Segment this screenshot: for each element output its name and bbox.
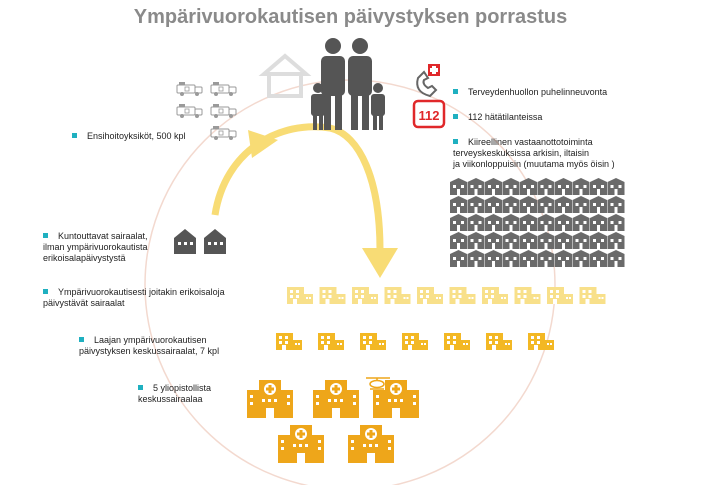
ambulance-icon xyxy=(177,82,236,140)
flow-arrow xyxy=(215,127,380,250)
label-university-hospitals: 5 yliopistollista keskussairaalaa xyxy=(138,383,212,404)
family-icon xyxy=(311,38,385,130)
clinic-icon xyxy=(538,178,555,195)
clinic-icon xyxy=(538,214,555,231)
bullet-icon xyxy=(138,385,143,390)
clinic-icon xyxy=(503,250,520,267)
bullet-icon xyxy=(43,233,48,238)
flow-arrowhead-down xyxy=(362,248,398,278)
clinic-icon xyxy=(468,214,485,231)
hospital-icon xyxy=(486,333,512,350)
clinic-icon xyxy=(608,214,625,231)
label-phone-service: Terveydenhuollon puhelinneuvonta xyxy=(453,87,607,98)
clinic-icon xyxy=(590,196,607,213)
hospital-icon xyxy=(287,287,313,304)
hospital-icon xyxy=(320,287,346,304)
clinic-icon xyxy=(590,232,607,249)
clinic-icon xyxy=(468,232,485,249)
bullet-icon xyxy=(79,337,84,342)
clinic-icon xyxy=(538,232,555,249)
bullet-icon xyxy=(453,89,458,94)
phone-icon xyxy=(417,64,440,96)
clinic-icon xyxy=(485,178,502,195)
clinic-icon xyxy=(468,196,485,213)
clinic-grid xyxy=(450,178,625,267)
label-rehab: Kuntouttavat sairaalat, ilman ympärivuorokautista erikoisalapäivystystä xyxy=(43,231,148,263)
clinic-icon xyxy=(555,250,572,267)
label-some-specialties: Ympärivuorokautisesti joitakin erikoisaloja päivystävät sairaalat xyxy=(43,287,225,308)
hospital-icon xyxy=(580,287,606,304)
bullet-icon xyxy=(72,133,77,138)
clinic-icon xyxy=(485,232,502,249)
clinic-icon xyxy=(573,178,590,195)
label-clinic: Kiireellinen vastaanottotoiminta terveyskeskuksissa arkisin, iltaisin ja viikonloppuisin (muutama myös öisin ) xyxy=(453,137,615,169)
clinic-icon xyxy=(538,196,555,213)
hospital-icon xyxy=(547,287,573,304)
clinic-icon xyxy=(555,196,572,213)
clinic-icon xyxy=(590,178,607,195)
clinic-icon xyxy=(608,232,625,249)
label-ambulance: Ensihoitoyksiköt, 500 kpl xyxy=(72,131,186,142)
label-central-hospitals: Laajan ympärivuorokautisen päivystyksen keskussairaalat, 7 kpl xyxy=(79,335,220,356)
hospital-icon xyxy=(444,333,470,350)
clinic-icon xyxy=(608,178,625,195)
page-title: Ympärivuorokautisen päivystyksen porrastus xyxy=(133,6,568,28)
clinic-icon xyxy=(450,214,467,231)
bullet-icon xyxy=(453,114,458,119)
clinic-icon xyxy=(590,214,607,231)
clinic-icon xyxy=(573,214,590,231)
hospital-icon xyxy=(385,287,411,304)
hospital-icon xyxy=(276,333,302,350)
clinic-icon xyxy=(573,232,590,249)
clinic-icon xyxy=(608,250,625,267)
university-hospitals xyxy=(247,380,419,463)
label-emergency: 112 hätätilanteissa xyxy=(453,112,542,123)
hospital-icon xyxy=(417,287,443,304)
clinic-icon xyxy=(555,232,572,249)
hospital-icon xyxy=(482,287,508,304)
bullet-icon xyxy=(43,289,48,294)
clinic-icon xyxy=(503,232,520,249)
clinic-icon xyxy=(520,178,537,195)
clinic-icon xyxy=(450,232,467,249)
clinic-icon xyxy=(520,196,537,213)
clinic-icon xyxy=(573,250,590,267)
hospital-icon xyxy=(352,287,378,304)
emergency-112-badge-text: 112 xyxy=(418,108,440,123)
hospital-icon xyxy=(318,333,344,350)
clinic-icon xyxy=(468,250,485,267)
clinic-icon xyxy=(485,196,502,213)
rehab-hospital-icon xyxy=(174,229,226,254)
hospital-icon xyxy=(515,287,541,304)
clinic-icon xyxy=(590,250,607,267)
hospital-row-light xyxy=(287,287,606,304)
clinic-icon xyxy=(503,196,520,213)
hospital-icon xyxy=(402,333,428,350)
bullet-icon xyxy=(453,139,458,144)
clinic-icon xyxy=(485,214,502,231)
clinic-icon xyxy=(520,250,537,267)
hospital-icon xyxy=(450,287,476,304)
clinic-icon xyxy=(555,214,572,231)
hospital-icon xyxy=(528,333,554,350)
clinic-icon xyxy=(520,232,537,249)
clinic-icon xyxy=(468,178,485,195)
clinic-icon xyxy=(503,178,520,195)
clinic-icon xyxy=(503,214,520,231)
clinic-icon xyxy=(450,196,467,213)
clinic-icon xyxy=(573,196,590,213)
clinic-icon xyxy=(450,178,467,195)
clinic-icon xyxy=(485,250,502,267)
clinic-icon xyxy=(450,250,467,267)
clinic-icon xyxy=(608,196,625,213)
clinic-icon xyxy=(555,178,572,195)
hospital-row-central xyxy=(276,333,554,350)
hospital-icon xyxy=(360,333,386,350)
clinic-icon xyxy=(520,214,537,231)
